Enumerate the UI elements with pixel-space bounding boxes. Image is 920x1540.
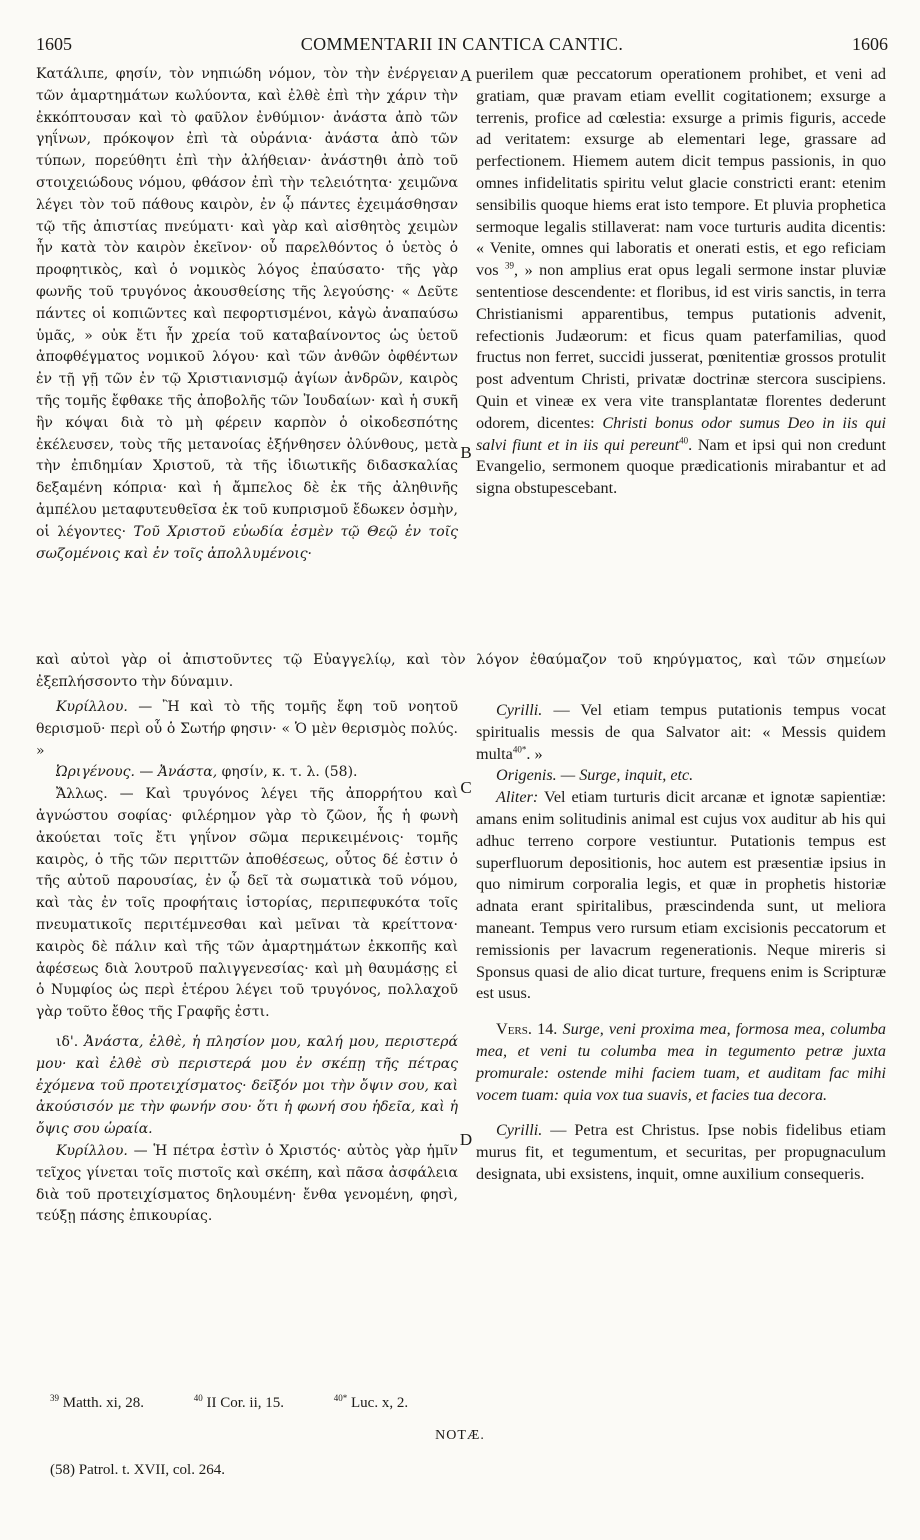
page-number-right: 1606: [852, 34, 888, 54]
greek-full-width-line: καὶ αὐτοὶ γὰρ οἱ ἀπιστοῦντες τῷ Εὐαγγελίῳ, καὶ τὸν λόγον ἐθαύμαζον τοῦ κηρύγματος, καὶ τῶν σημείων ἐξεπλήσσοντο τὴν δύναμιν.: [36, 652, 886, 690]
notes-heading: NOTÆ.: [435, 1428, 485, 1443]
greek-paragraph-aliter: Ἄλλως. — Καὶ τρυγόνος λέγει τῆς ἀπορρήτου καὶ ἀγνώστου σοφίας· φιλέρημον γὰρ τὸ ζῶον, ἧς ἡ φωνὴ ἀκούεται τοῖς ἔτι γηΐνον σῶμα περικειμένοις· τομῆς καιρὸς, ὁ τῆς τῶν περιττῶν ἀποθέσεως, οὗτος δέ ἐστιν ὁ τῆς αὐτοῦ παρουσίας, ἐν ᾧ δεῖ τὰ σωματικὰ τοῦ νόμου, καὶ τὰς ἐν τοῖς προφήταις ἱστορίας, περιπεφυκότα τοῖς πνευματικοῖς περιτέμνεσθαι καὶ μεῖναι τὰ κρείττονα· καιρὸς δὲ πάλιν καὶ τῆς τῶν ἁμαρτημάτων ἐκκοπῆς καὶ ἀφέσεως διὰ λουτροῦ παλιγγενεσίας· καὶ μὴ θαυμάσῃς εἰ ὁ Νυμφίος ὡς περὶ ἑτέρου λέγει τοῦ τρυγόνος, πολλαχοῦ γὰρ τοῦτο ἔθος τῆς Γραφῆς ἐστι.: [36, 786, 459, 1021]
latin-paragraph-cyril: Cyrilli. — Vel etiam tempus putationis tempus vocat spiritualis messis de qua Salvator ait: « Messis quidem multa$^{40*}$. »: [476, 701, 887, 763]
section-marker-c: C: [460, 778, 472, 797]
latin-verse: Vers. 14. Surge, veni proxima mea, formosa mea, columba mea, et veni tu columba mea in tegumento petræ juxta promurale: ostende mihi faciem tuam, et auditam fac mihi vocem tuam: quia vox tua suavis, et facies tua decora.: [476, 1020, 887, 1104]
latin-column-middle: [476, 700, 886, 1186]
footnotes: [50, 1395, 750, 1412]
running-title: COMMENTARII IN CANTICA CANTIC.: [300, 34, 624, 54]
editorial-note: (58) Patrol. t. XVII, col. 264.: [50, 1462, 225, 1478]
latin-paragraph: puerilem quæ peccatorum operationem prohibet, et veni ad gratiam, quæ pravam etiam evellit cogitationem; exsurge a terrenis, profice ad cœlestia: exsurge a primis figuris, accede ad veritatem: exsurge ab elementari lege, grassare ad perfectionem. Hiemem autem dicit tempus passionis, in quo omnes infidelitatis spiritu velut glacie constricti erant: etenim sensibilis quoque hiems erat isto tempore. Et pluvia prophetica sermoque legalis stillaverat: nam voce turturis audita dicentis: « Venite, omnes qui laboratis et onerati estis, et ego reficiam vos $^{39}$, » non amplius erat opus legali sermone instar pluviæ sententiose descendente: et floribus, id est viris sanctis, in terra Christianismi apparentibus, tempus putationis advenit, refectionis Judæorum: et ficus quam paterfamilias, quod fructus non ferret, succidi jusserat, pœnitentiæ grossos protulit post adventum Christi, privatæ doctrinæ stercora suscipiens. Quin et vineæ ex vera vite transplantatæ florentes dederunt odorem, dicentes: Christi bonus odor sumus Deo in iis qui salvi fiunt et in iis qui pereunt$^{40}$. Nam et ipsi qui non credunt Evangelio, sermonem quoque prædicationis mirabantur et ad signa obstupescebant.: [476, 65, 887, 498]
greek-paragraph-cyril-2: Κυρίλλου. — Ἡ πέτρα ἐστὶν ὁ Χριστός· αὐτὸς γὰρ ἡμῖν τεῖχος γίνεται τοῖς πιστοῖς καὶ σκέπη, καὶ πᾶσα ἀσφάλεια διὰ τοῦ προτειχίσματος δηλουμένη· ἔνθα γενομένη, φησὶ, τεύξῃ πάσης ἐπικουρίας.: [36, 1142, 458, 1225]
footnote: $^{40}$ II Cor. ii, 15.: [193, 1393, 284, 1411]
greek-paragraph-origen: Ὠριγένους. — Ἀνάστα, φησίν, κ. τ. λ. (58).: [56, 764, 358, 781]
latin-paragraph-aliter: Aliter: Vel etiam turturis dicit arcanæ et ignotæ sapientiæ: amans enim solitudinis animal est cujus vox auditur ab his qui adhuc terreno corpore vestiuntur. Putationis tempus est superfluorum depositionis, hoc autem est præsentiæ ipsius in quo nimirum corporalia legis, et quæ in prophetis historiæ adnata erant spiritalibus, præscindenda sunt, ut meliora maneant. Tempus vero rursum etiam excisionis peccatorum et remissionis per lavacrum regenerationis. Neque mireris si Sponsus quasi de alio dicat turture, frequens enim is Scripturæ est usus.: [476, 788, 886, 1003]
section-marker-b: B: [460, 443, 472, 462]
page-number-left: 1605: [36, 34, 72, 54]
greek-paragraph-cyril: Κυρίλλου. — Ἢ καὶ τὸ τῆς τομῆς ἔφη τοῦ νοητοῦ θερισμοῦ· περὶ οὗ ὁ Σωτήρ φησιν· « Ὁ μὲν θερισμὸς πολύς. »: [36, 699, 459, 759]
latin-paragraph-cyril-2: Cyrilli. — Petra est Christus. Ipse nobis fidelibus etiam murus fit, et tegumentum, et securitas, per propugnaculum designata, ubi exsistens, inquit, omne auxilium consequeris.: [476, 1121, 886, 1183]
greek-column-middle: [36, 697, 458, 1228]
footnote: $^{39}$ Matth. xi, 28.: [50, 1393, 144, 1411]
footnote: $^{40*}$ Luc. x, 2.: [333, 1393, 409, 1411]
section-marker-a: A: [459, 66, 473, 85]
greek-column-top: [36, 64, 458, 565]
page-header: [36, 34, 888, 60]
latin-paragraph-origen: Origenis. — Surge, inquit, etc.: [496, 766, 694, 785]
greek-verse: ιδ'. Ἀνάστα, ἐλθὲ, ἡ πλησίον μου, καλή μου, περιστερά μου· καὶ ἐλθὲ σὺ περιστερά μου ἐν σκέπῃ τῆς πέτρας ἐχόμενα τοῦ προτειχίσματος· δεῖξόν μοι τὴν ὄψιν σου, καὶ ἀκούσισόν με τὴν φωνήν σου· ὅτι ἡ φωνή σου ἡδεῖα, καὶ ἡ ὄψις σου ὡραία.: [36, 1033, 458, 1138]
greek-paragraph: Κατάλιπε, φησίν, τὸν νηπιώδη νόμον, τὸν τὴν ἐνέργειαν τῶν ἁμαρτημάτων κωλύοντα, καὶ ἐλθὲ ἐπὶ τὴν χάριν τὴν ἐκκόπτουσαν καὶ τὸ φαῦλον ἐνθύμιον· ἀνάστα ἀπὸ τῶν γηΐνων, πρόκοψον ἐπὶ τὰ οὐράνια· ἀνάστα ἀπὸ τῶν τύπων, πορεύθητι ἐπὶ τὴν ἀλήθειαν· ἀνάστηθι ἀπὸ τοῦ στοιχειώδους νόμου, φθάσον ἐπὶ τὴν τελειότητα· χειμῶνα λέγει τὸν τοῦ πάθους καιρὸν, ἐν ᾧ πάντες ἐχειμάσθησαν τῷ τῆς ἀπιστίας πνεύματι· καὶ γὰρ καὶ αἰσθητὸς χειμὼν ἦν κατὰ τὸν καιρὸν ἐκεῖνον· οὗ παρελθόντος ὁ ὑετὸς ὁ προφητικὸς, καὶ ὁ νομικὸς λόγος ἐπαύσατο· τῆς γὰρ φωνῆς τοῦ τρυγόνος ἀκουσθείσης τῆς λεγούσης· « Δεῦτε πάντες οἱ κοπιῶντες καὶ πεφορτισμένοι, κἀγὼ ἀναπαύσω ὑμᾶς, » οὐκ ἔτι ἦν χρεία τοῦ καταβαίνοντος ὡς ὑετοῦ ἀποφθέγματος νομικοῦ λόγου· καὶ τῶν ἀνθῶν ὀφθέντων ἐν τῇ γῇ τῶν ἐν τῷ Χριστιανισμῷ ἁγίων ἀνδρῶν, καιρὸς τῆς τομῆς ἔφθακε τῆς ἀποβολῆς τῶν Ἰουδαίων· καὶ ἡ συκῆ ἣν κόψαι διὰ τὸ μὴ φέρειν καρπὸν ὁ οἰκοδεσπότης ἐκέλευσεν, τοὺς τῆς μετανοίας ἐξήνθησεν ὀλύνθους, μετὰ τὴν ἐπιδημίαν Χριστοῦ, τὰ τῆς ἰδιωτικῆς διδασκαλίας δεξαμένη κόπρια· καὶ ἡ ἄμπελος δὲ ἐκ τῆς ἀληθινῆς ἀμπέλου μεταφυτευθεῖσα ἐκ τοῦ κυπρισμοῦ ἔδωκεν ὀσμὴν, οἱ λέγοντες· Τοῦ Χριστοῦ εὐωδία ἐσμὲν τῷ Θεῷ ἐν τοῖς σωζομένοις καὶ ἐν τοῖς ἀπολλυμένοις·: [36, 66, 458, 562]
section-marker-d: D: [459, 1130, 473, 1149]
latin-column-top: [476, 64, 886, 500]
